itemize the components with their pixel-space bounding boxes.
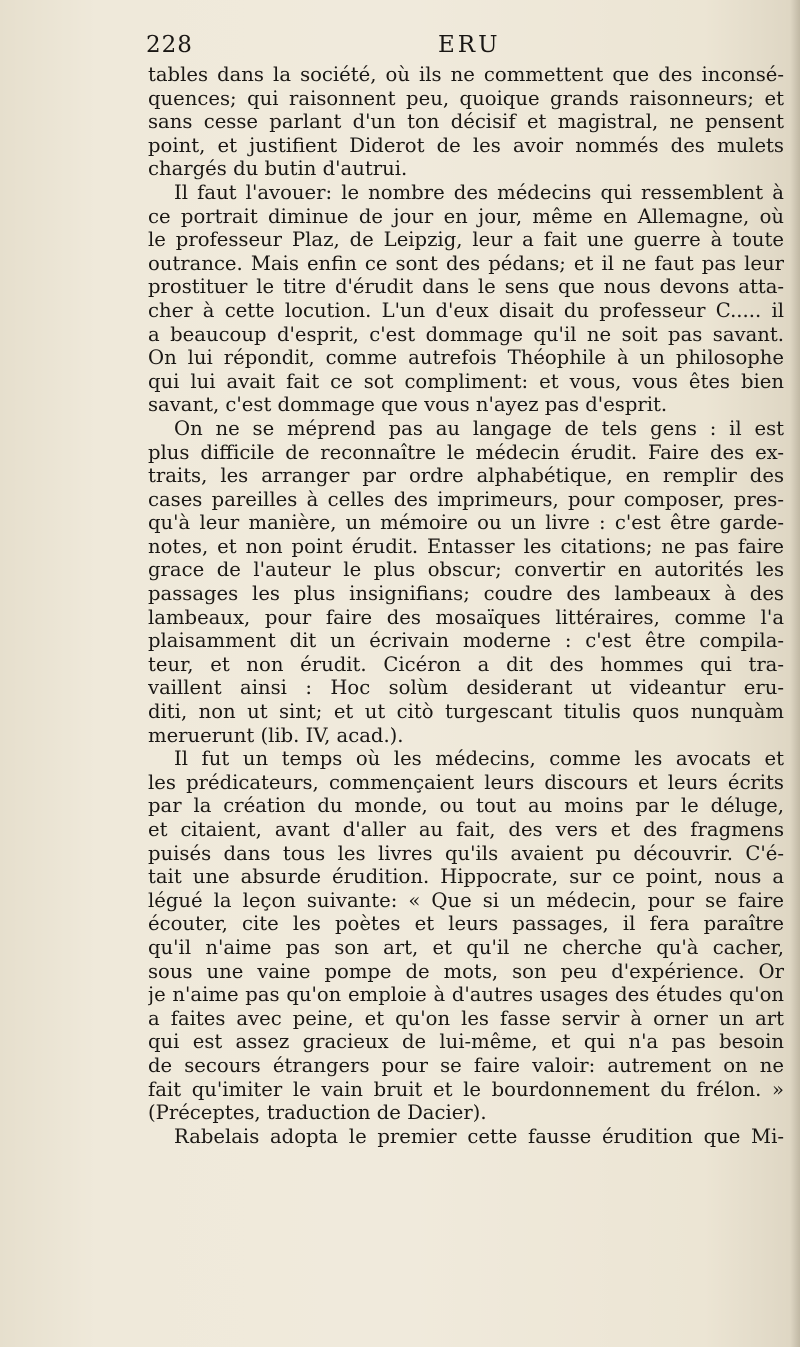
text-line: de secours étrangers pour se faire valoir: autrement on ne: [148, 1053, 784, 1077]
text-line: Il fut un temps où les médecins, comme les avocats et: [174, 747, 784, 771]
text-line: notes, et non point érudit. Entasser les citations; ne pas faire: [148, 534, 784, 558]
text-line: et citaient, avant d'aller au fait, des vers et des fragmens: [148, 818, 784, 841]
text-line: passages les plus insignifians; coudre des lambeaux à des: [148, 582, 784, 606]
page-edge-shadow: [790, 0, 800, 1347]
text-line: point, et justifient Diderot de les avoir nommés des mulets: [148, 133, 784, 157]
text-line: (Préceptes, traduction de Dacier).: [148, 1101, 487, 1125]
text-line: légué la leçon suivante: « Que si un médecin, pour se faire: [148, 888, 784, 912]
text-line: savant, c'est dommage que vous n'ayez pas d'esprit.: [148, 393, 668, 417]
text-line: Il faut l'avouer: le nombre des médecins qui ressemblent à: [174, 180, 784, 204]
text-line: je n'aime pas qu'on emploie à d'autres usages des études qu'on: [148, 983, 784, 1007]
text-line: les prédicateurs, commençaient leurs discours et leurs écrits: [148, 770, 784, 794]
text-line: teur, et non érudit. Cicéron a dit des hommes qui tra-: [148, 652, 784, 676]
text-line: sans cesse parlant d'un ton décisif et magistral, ne pensent: [148, 110, 784, 134]
text-line: diti, non ut sint; et ut citò turgescant titulis quos nunquàm: [148, 700, 784, 724]
text-line: cher à cette locution. L'un d'eux disait du professeur C..... il: [148, 298, 784, 322]
text-line: qui lui avait fait ce sot compliment: et vous, vous êtes bien: [148, 369, 784, 393]
text-line: plus difficile de reconnaître le médecin érudit. Faire des ex-: [148, 440, 784, 464]
text-line: qu'à leur manière, un mémoire ou un livre : c'est être garde-: [148, 511, 784, 535]
text-line: tables dans la société, où ils ne commettent que des inconsé-: [148, 63, 784, 86]
text-line: grace de l'auteur le plus obscur; convertir en autorités les: [148, 558, 784, 582]
text-line: ce portrait diminue de jour en jour, même en Allemagne, où: [148, 204, 784, 228]
text-line: prostituer le titre d'érudit dans le sens que nous devons atta-: [148, 275, 784, 299]
text-line: vaillent ainsi : Hoc solùm desiderant ut videantur eru-: [148, 676, 784, 700]
text-line: tait une absurde érudition. Hippocrate, sur ce point, nous a: [148, 865, 784, 889]
text-line: a beaucoup d'esprit, c'est dommage qu'il ne soit pas savant.: [148, 322, 784, 346]
text-line: sous une vaine pompe de mots, son peu d'expérience. Or: [148, 959, 784, 983]
text-line: Rabelais adopta le premier cette fausse érudition que Mi-: [174, 1124, 784, 1148]
text-line: cases pareilles à celles des imprimeurs, pour composer, pres-: [148, 487, 784, 511]
text-line: qui est assez gracieux de lui-même, et qui n'a pas besoin: [148, 1030, 784, 1054]
text-line: On ne se méprend pas au langage de tels gens : il est: [174, 416, 784, 440]
text-line: écouter, cite les poètes et leurs passages, il fera paraître: [148, 912, 784, 936]
text-line: outrance. Mais enfin ce sont des pédans; et il ne faut pas leur: [148, 251, 784, 275]
text-line: traits, les arranger par ordre alphabétique, en remplir des: [148, 464, 784, 488]
text-line: qu'il n'aime pas son art, et qu'il ne cherche qu'à cacher,: [148, 935, 784, 959]
text-line: le professeur Plaz, de Leipzig, leur a fait une guerre à toute: [148, 228, 784, 252]
text-line: par la création du monde, ou tout au moins par le déluge,: [148, 794, 784, 818]
text-line: fait qu'imiter le vain bruit et le bourdonnement du frélon. »: [148, 1077, 784, 1101]
text-line: lambeaux, pour faire des mosaïques littéraires, comme l'a: [148, 605, 784, 629]
text-line: chargés du butin d'autrui.: [148, 157, 408, 181]
text-line: quences; qui raisonnent peu, quoique grands raisonneurs; et: [148, 86, 784, 110]
text-line: a faites avec peine, et qu'on les fasse servir à orner un art: [148, 1006, 784, 1030]
running-head: ERU: [438, 32, 501, 58]
body-text: [148, 63, 784, 1148]
text-line: plaisamment dit un écrivain moderne : c'est être compila-: [148, 629, 784, 653]
page-header: [146, 32, 786, 62]
text-line: puisés dans tous les livres qu'ils avaient pu découvrir. C'é-: [148, 841, 784, 865]
text-line: meruerunt (lib. IV, acad.).: [148, 723, 404, 747]
page-number: 228: [146, 32, 193, 58]
text-line: On lui répondit, comme autrefois Théophile à un philosophe: [148, 346, 784, 370]
